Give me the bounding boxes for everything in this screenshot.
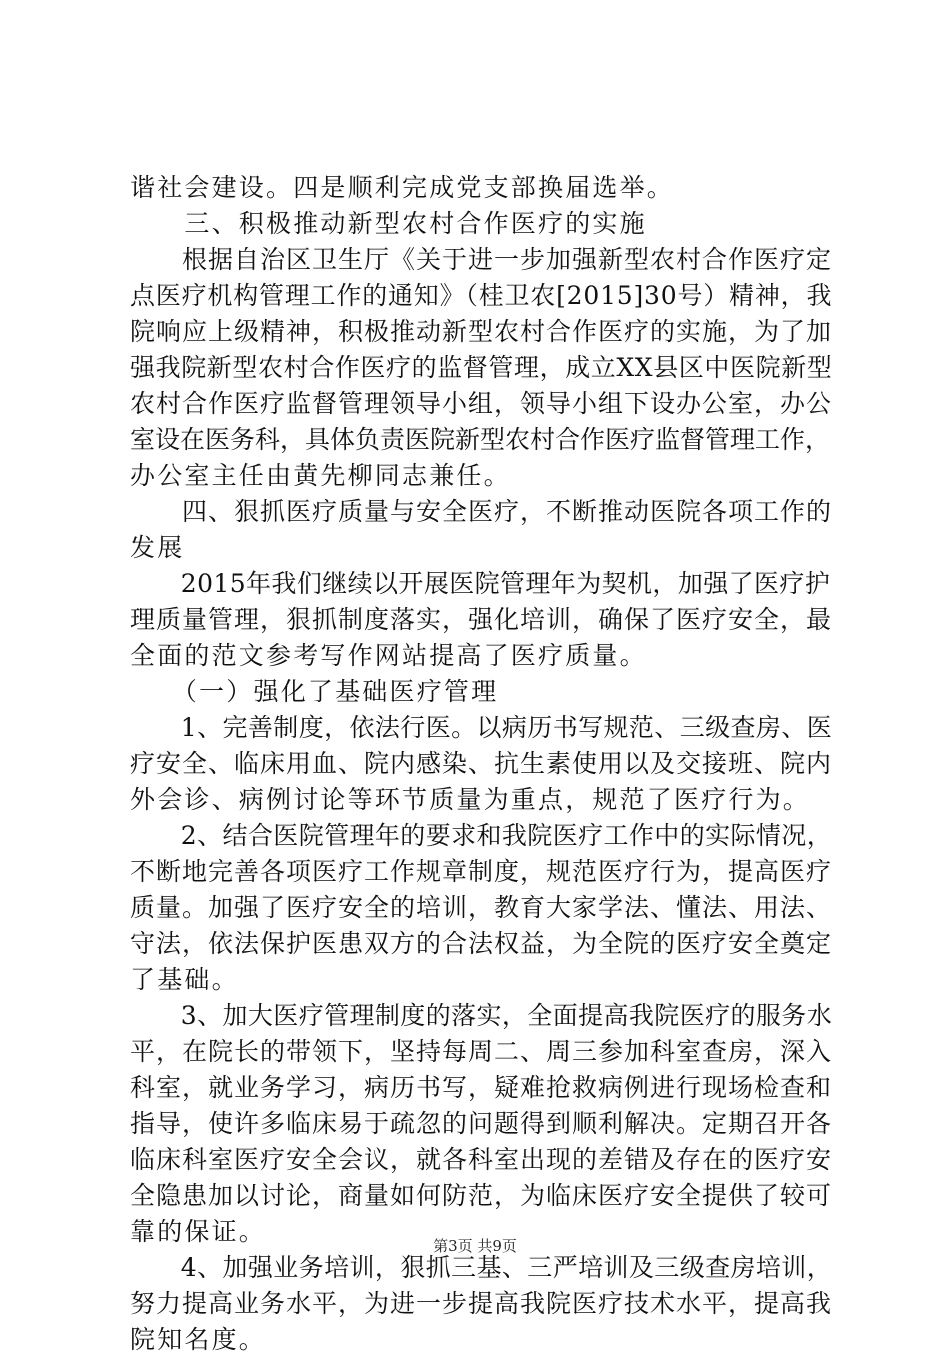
text-line: （一）强化了基础医疗管理 — [130, 677, 499, 706]
text-line: 谐社会建设。四是顺利完成党支部换届选举。 — [130, 173, 675, 202]
text-line: 质量。加强了医疗安全的培训，教育大家学法、懂法、用法、 — [130, 893, 833, 922]
text-line: 4、加强业务培训，狠抓三基、三严培训及三级查房培训， — [130, 1253, 833, 1282]
text-line: 全面的范文参考写作网站提高了医疗质量。 — [130, 641, 647, 670]
text-line: 了基础。 — [130, 965, 239, 994]
text-line: 四、狠抓医疗质量与安全医疗，不断推动医院各项工作的 — [130, 497, 833, 526]
text-line: 疗安全、临床用血、院内感染、抗生素使用以及交接班、院内 — [130, 749, 833, 778]
text-line: 1、完善制度，依法行医。以病历书写规范、三级查房、医 — [130, 713, 833, 742]
text-line: 守法，依法保护医患双方的合法权益，为全院的医疗安全奠定 — [130, 929, 833, 958]
text-line: 靠的保证。 — [130, 1217, 267, 1246]
text-line: 农村合作医疗监督管理领导小组，领导小组下设办公室，办公 — [130, 389, 833, 418]
text-line: 院知名度。 — [130, 1325, 267, 1354]
text-line: 临床科室医疗安全会议，就各科室出现的差错及存在的医疗安 — [130, 1145, 833, 1174]
text-line: 根据自治区卫生厅《关于进一步加强新型农村合作医疗定 — [130, 245, 833, 274]
text-line: 室设在医务科，具体负责医院新型农村合作医疗监督管理工作， — [130, 425, 831, 454]
text-line: 强我院新型农村合作医疗的监督管理，成立XX县区中医院新型 — [130, 353, 833, 382]
text-line: 2015年我们继续以开展医院管理年为契机，加强了医疗护 — [130, 569, 831, 598]
text-line: 3、加大医疗管理制度的落实，全面提高我院医疗的服务水 — [130, 1001, 833, 1030]
text-line: 指导，使许多临床易于疏忽的问题得到顺利解决。定期召开各 — [130, 1109, 833, 1138]
text-line: 理质量管理，狠抓制度落实，强化培训，确保了医疗安全，最 — [130, 605, 833, 634]
text-line: 不断地完善各项医疗工作规章制度，规范医疗行为，提高医疗 — [130, 857, 833, 886]
text-line: 外会诊、病例讨论等环节质量为重点，规范了医疗行为。 — [130, 785, 811, 814]
text-line: 平，在院长的带领下，坚持每周二、周三参加科室查房，深入 — [130, 1037, 833, 1066]
text-line: 点医疗机构管理工作的通知》（桂卫农[2015]30号）精神，我 — [130, 281, 833, 310]
text-line: 三、积极推动新型农村合作医疗的实施 — [130, 209, 647, 238]
text-line: 全隐患加以讨论，商量如何防范，为临床医疗安全提供了较可 — [130, 1181, 833, 1210]
text-line: 努力提高业务水平，为进一步提高我院医疗技术水平，提高我 — [130, 1289, 833, 1318]
text-line: 2、结合医院管理年的要求和我院医疗工作中的实际情况， — [130, 821, 833, 850]
document-body — [130, 170, 833, 1358]
text-line: 办公室主任由黄先柳同志兼任。 — [130, 461, 511, 490]
text-line: 院响应上级精神，积极推动新型农村合作医疗的实施，为了加 — [130, 317, 833, 346]
page-footer: 第3页 共9页 — [433, 1237, 517, 1255]
text-line: 科室，就业务学习，病历书写，疑难抢救病例进行现场检查和 — [130, 1073, 833, 1102]
text-line: 发展 — [130, 533, 185, 562]
